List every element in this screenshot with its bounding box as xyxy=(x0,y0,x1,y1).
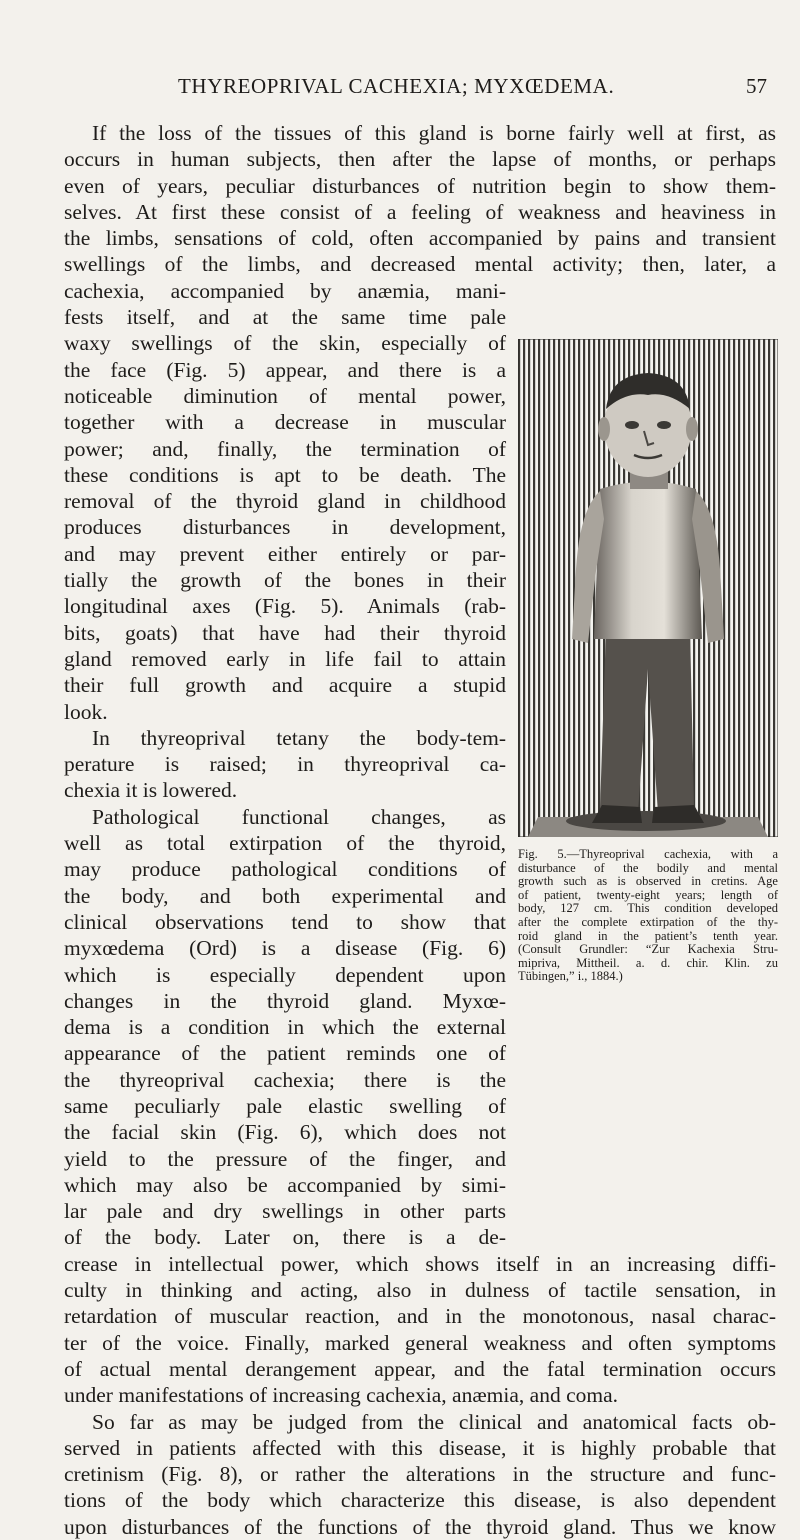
text-line: the facial skin (Fig. 6), which does not xyxy=(64,1120,506,1145)
text-line: fests itself, and at the same time pale xyxy=(64,305,506,330)
text-line: and may prevent either entirely or par- xyxy=(64,541,506,566)
text-line: well as total extirpation of the thyroid, xyxy=(64,831,506,856)
patient-photograph xyxy=(518,339,778,837)
text-line: even of years, peculiar disturbances of nutrition begin to show them- xyxy=(64,173,776,198)
text-line: retardation of muscular reaction, and in the monotonous, nasal charac- xyxy=(64,1304,776,1329)
text-line: the face (Fig. 5) appear, and there is a xyxy=(64,357,506,382)
text-line: of actual mental derangement appear, and the fatal termination occurs xyxy=(64,1356,776,1381)
text-line: In thyreoprival tetany the body-tem- xyxy=(92,725,506,750)
text-line: perature is raised; in thyreoprival ca- xyxy=(64,752,506,777)
text-line: culty in thinking and acting, also in dulness of tactile sensation, in xyxy=(64,1278,776,1303)
text-line: together with a decrease in muscular xyxy=(64,410,506,435)
text-line: under manifestations of increasing cachexia, anæmia, and coma. xyxy=(64,1383,619,1408)
caption-line: after the complete extirpation of the thy- xyxy=(518,914,778,929)
text-line: crease in intellectual power, which shows itself in an increasing diffi- xyxy=(64,1251,776,1276)
text-line: these conditions is apt to be death. The xyxy=(64,462,506,487)
caption-line: mipriva, Mittheil. a. d. chir. Klin. zu xyxy=(518,955,778,970)
text-line: may produce pathological conditions of xyxy=(64,857,506,882)
text-line: produces disturbances in development, xyxy=(64,515,506,540)
text-line: myxœdema (Ord) is a disease (Fig. 6) xyxy=(64,936,506,961)
text-line: the limbs, sensations of cold, often accompanied by pains and transient xyxy=(64,226,776,251)
caption-line: (Consult Grundler: “Zur Kachexia Stru- xyxy=(518,942,778,957)
text-line: selves. At first these consist of a feeling of weakness and heaviness in xyxy=(64,199,776,224)
text-line: the thyreoprival cachexia; there is the xyxy=(64,1067,506,1092)
caption-line: Tübingen,” i., 1884.) xyxy=(518,969,623,984)
caption-line: of patient, twenty-eight years; length of xyxy=(518,887,778,902)
text-line: which may also be accompanied by simi- xyxy=(64,1172,506,1197)
text-line: gland removed early in life fail to attain xyxy=(64,646,506,671)
text-line: look. xyxy=(64,699,108,724)
text-line: lar pale and dry swellings in other parts xyxy=(64,1199,506,1224)
caption-line: Fig. 5.—Thyreoprival cachexia, with a xyxy=(518,847,778,861)
text-line: power; and, finally, the termination of xyxy=(64,436,506,461)
text-line: dema is a condition in which the external xyxy=(64,1015,506,1040)
text-line: served in patients affected with this disease, it is highly probable that xyxy=(64,1435,776,1460)
text-line: tially the growth of the bones in their xyxy=(64,568,506,593)
text-line: So far as may be judged from the clinical and anatomical facts ob- xyxy=(92,1409,776,1434)
text-line: upon disturbances of the functions of the thyroid gland. Thus we know xyxy=(64,1514,776,1539)
running-head-title: THYREOPRIVAL CACHEXIA; MYXŒDEMA. xyxy=(178,74,615,98)
caption-line: body, 127 cm. This condition developed xyxy=(518,901,778,916)
text-line: occurs in human subjects, then after the lapse of months, or perhaps xyxy=(64,147,776,172)
text-line: which is especially dependent upon xyxy=(64,962,506,987)
figure-caption xyxy=(518,848,778,984)
text-line: If the loss of the tissues of this gland is borne fairly well at first, as xyxy=(92,121,776,145)
figure-5 xyxy=(518,339,778,837)
caption-line: roid gland in the patient’s tenth year. xyxy=(518,928,778,943)
text-line: removal of the thyroid gland in childhood xyxy=(64,489,506,514)
text-line: noticeable diminution of mental power, xyxy=(64,383,506,408)
text-line: of the body. Later on, there is a de- xyxy=(64,1225,506,1250)
text-line: longitudinal axes (Fig. 5). Animals (rab- xyxy=(64,594,506,619)
text-line: ter of the voice. Finally, marked general weakness and often symptoms xyxy=(64,1330,776,1355)
text-line: Pathological functional changes, as xyxy=(92,804,506,829)
text-line: chexia it is lowered. xyxy=(64,778,238,803)
page-number: 57 xyxy=(746,74,767,98)
caption-line: disturbance of the bodily and mental xyxy=(518,860,778,875)
text-line: bits, goats) that have had their thyroid xyxy=(64,620,506,645)
text-line: waxy swellings of the skin, especially of xyxy=(64,331,506,356)
caption-line: growth such as is observed in cretins. Age xyxy=(518,874,778,889)
text-line: cachexia, accompanied by anæmia, mani- xyxy=(64,278,506,303)
running-header xyxy=(0,74,800,108)
text-line: cretinism (Fig. 8), or rather the alterations in the structure and func- xyxy=(64,1462,776,1487)
text-line: the body, and both experimental and xyxy=(64,883,506,908)
text-line: same peculiarly pale elastic swelling of xyxy=(64,1093,506,1118)
text-line: changes in the thyroid gland. Myxœ- xyxy=(64,988,506,1013)
text-line: tions of the body which characterize this disease, is also dependent xyxy=(64,1488,776,1513)
text-line: swellings of the limbs, and decreased mental activity; then, later, a xyxy=(64,252,776,277)
text-line: clinical observations tend to show that xyxy=(64,909,506,934)
text-line: their full growth and acquire a stupid xyxy=(64,673,506,698)
text-line: yield to the pressure of the finger, and xyxy=(64,1146,506,1171)
text-line: appearance of the patient reminds one of xyxy=(64,1041,506,1066)
